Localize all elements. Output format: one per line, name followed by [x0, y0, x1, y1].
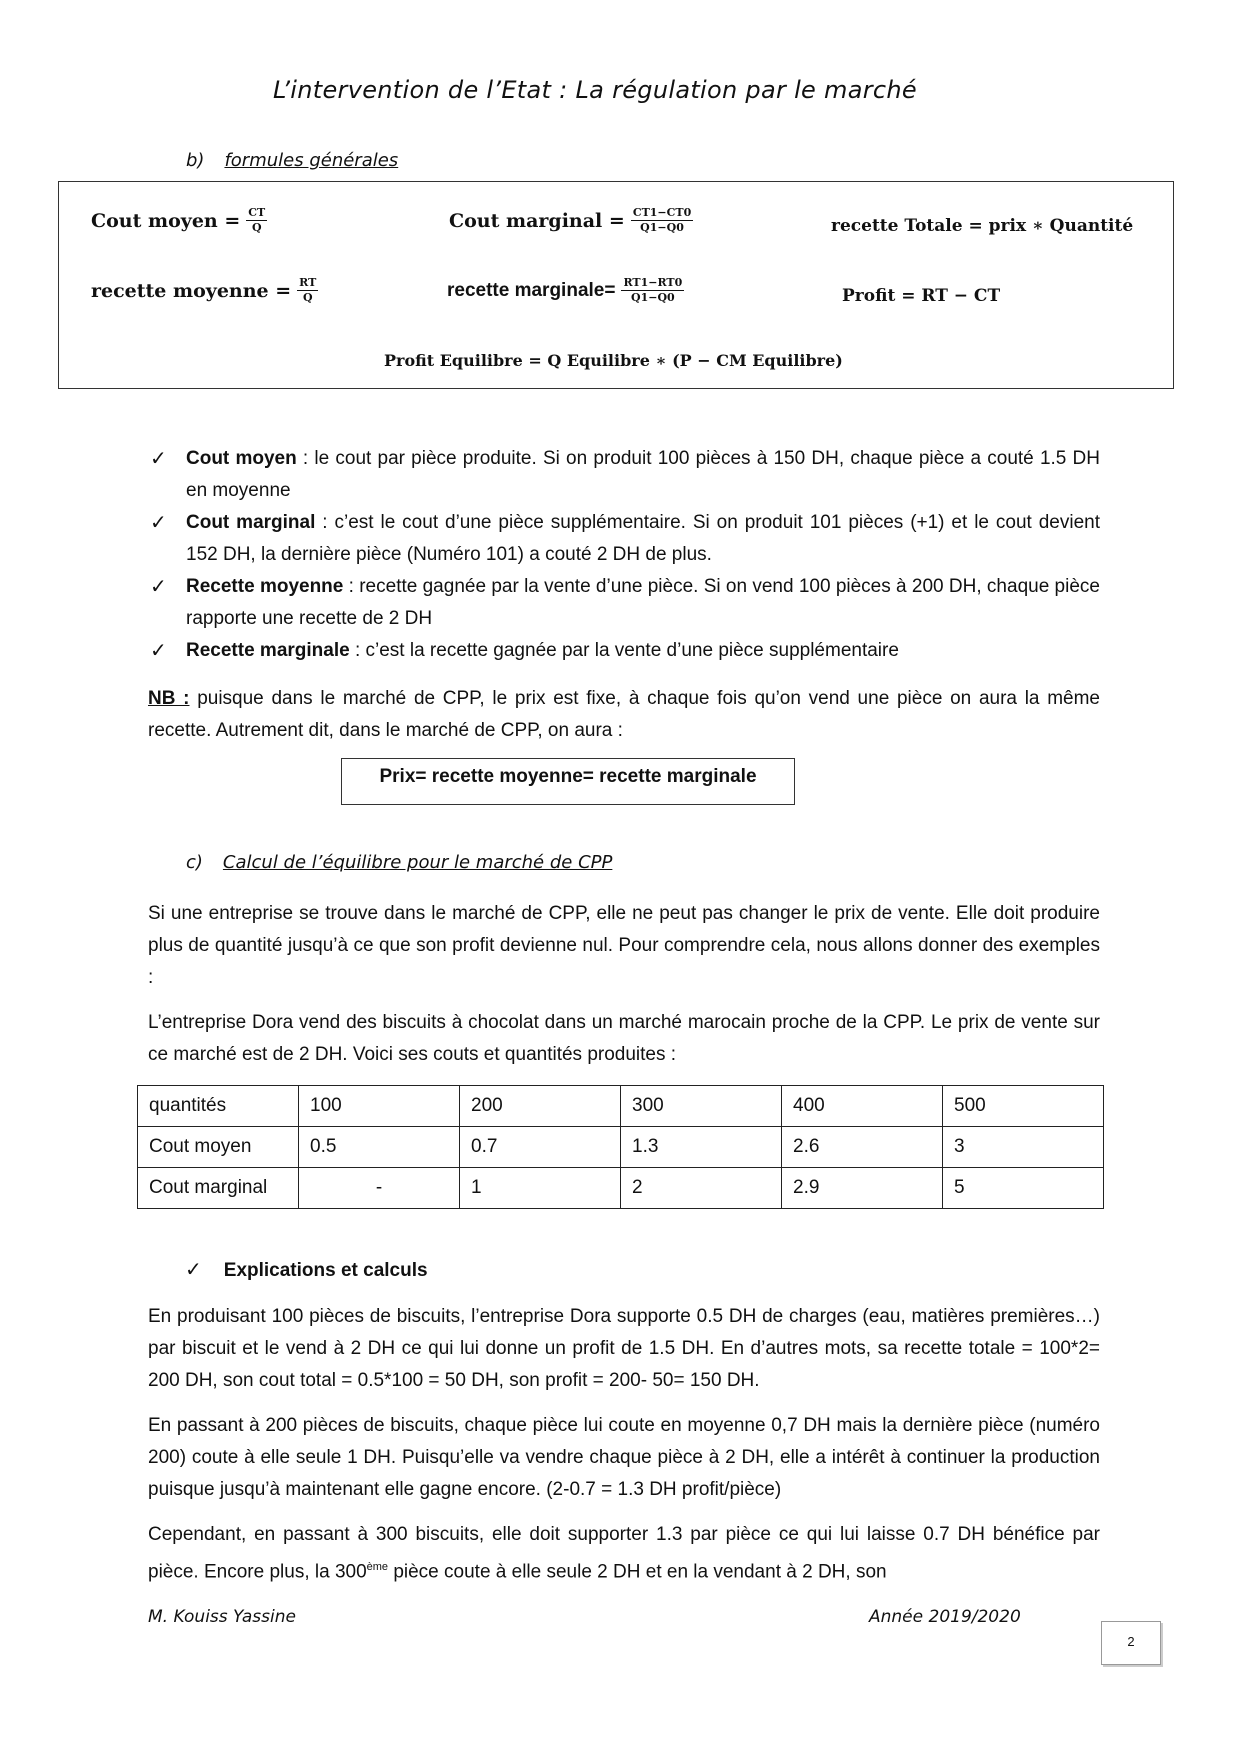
table-cell: 300: [621, 1086, 782, 1127]
paragraph-3-part1: Cependant, en passant à 300 biscuits, elle doit supporter 1.3 par pièce ce qui lui laisse 0.7 DH bénéfice par pièce. Encore plus, la 300: [148, 1524, 1100, 1583]
checkmark-icon: ✓: [185, 1259, 202, 1281]
table-cell: quantités: [138, 1086, 299, 1127]
formula-label: Cout moyen =: [91, 209, 241, 232]
checkmark-icon: ✓: [150, 512, 167, 534]
fraction-numerator: CT: [248, 206, 266, 219]
definition-term: Recette moyenne: [186, 576, 344, 597]
list-item: [150, 443, 1100, 507]
table-cell: 400: [782, 1086, 943, 1127]
list-item: [150, 571, 1100, 635]
formula-cout-moyen: [91, 206, 267, 235]
definition-text: : le cout par pièce produite. Si on produit 100 pièces à 150 DH, chaque pièce a couté 1.5 DH en moyenne: [186, 448, 1101, 501]
definition-text: : recette gagnée par la vente d’une pièce. Si on vend 100 pièces à 200 DH, chaque pièce rapporte une recette de 2 DH: [186, 576, 1100, 629]
paragraph-2: En passant à 200 pièces de biscuits, chaque pièce lui coute en moyenne 0,7 DH mais la dernière pièce (numéro 200) coute à elle seule 1 DH. Puisqu’elle va vendre chaque pièce à 2 DH, elle a intérêt à continuer la production puisque jusqu’à maintenant elle gagne encore. (2-0.7 = 1.3 DH profit/pièce): [148, 1415, 1100, 1500]
page-number: 2: [1101, 1621, 1161, 1665]
nb-label: NB :: [148, 688, 190, 709]
fraction-numerator: RT: [299, 276, 317, 289]
table-cell: 0.7: [460, 1127, 621, 1168]
definition-text: : c’est la recette gagnée par la vente d’une pièce supplémentaire: [349, 640, 899, 661]
list-item: [150, 507, 1100, 571]
formula-recette-moyenne: [91, 276, 318, 305]
fraction-denominator: Q1−Q0: [640, 221, 684, 234]
cost-table: [137, 1085, 1104, 1209]
section-b-heading: [186, 150, 398, 171]
table-cell: 2.9: [782, 1168, 943, 1209]
section-b-title: formules générales: [224, 150, 399, 171]
fraction-denominator: Q: [302, 291, 313, 304]
intro-paragraph: Si une entreprise se trouve dans le marché de CPP, elle ne peut pas changer le prix de vente. Elle doit produire plus de quantité jusqu’à ce que son profit devienne nul. Pour comprendre cela, nous allons donner des exemples :: [148, 903, 1100, 988]
definition-term: Cout marginal: [186, 512, 316, 533]
table-cell: 500: [943, 1086, 1104, 1127]
section-c-title: Calcul de l’équilibre pour le marché de CPP: [222, 852, 613, 873]
section-c-heading: [186, 852, 612, 873]
table-cell: 2.6: [782, 1127, 943, 1168]
nb-paragraph: [148, 683, 1100, 747]
definition-term: Cout moyen: [186, 448, 297, 469]
definitions-list: [150, 443, 1100, 667]
example-paragraph: L’entreprise Dora vend des biscuits à chocolat dans un marché marocain proche de la CPP. Le prix de vente sur ce marché est de 2 DH. Voici ses couts et quantités produites :: [148, 1012, 1100, 1065]
footer-year: Année 2019/2020: [869, 1607, 1021, 1627]
formula-cout-marginal: [449, 206, 693, 235]
fraction: [297, 276, 318, 305]
table-cell: 1: [460, 1168, 621, 1209]
table-cell: 1.3: [621, 1127, 782, 1168]
table-row: [138, 1086, 1104, 1127]
table-cell: 2: [621, 1168, 782, 1209]
fraction: [631, 206, 693, 235]
section-c-letter: c): [186, 852, 203, 873]
explications-heading: [185, 1257, 428, 1282]
table-cell: Cout moyen: [138, 1127, 299, 1168]
table-cell: 200: [460, 1086, 621, 1127]
formula-recette-totale: recette Totale = prix ∗ Quantité: [831, 216, 1134, 236]
paragraph-3-part2: pièce coute à elle seule 2 DH et en la vendant à 2 DH, son: [388, 1561, 887, 1583]
fraction: [246, 206, 267, 235]
table-cell: -: [299, 1168, 460, 1209]
explications-title: Explications et calculs: [223, 1260, 428, 1281]
formula-box: [58, 181, 1174, 389]
nb-text: puisque dans le marché de CPP, le prix est fixe, à chaque fois qu’on vend une pièce on aura la même recette. Autrement dit, dans le marché de CPP, on aura :: [148, 688, 1100, 741]
table-cell: 100: [299, 1086, 460, 1127]
table-cell: 5: [943, 1168, 1104, 1209]
table-cell: 0.5: [299, 1127, 460, 1168]
superscript: ème: [366, 1561, 389, 1573]
fraction: [621, 276, 684, 305]
checkmark-icon: ✓: [150, 576, 167, 598]
fraction-numerator: RT1−RT0: [623, 276, 683, 289]
list-item: [150, 635, 1100, 667]
paragraph-1: En produisant 100 pièces de biscuits, l’entreprise Dora supporte 0.5 DH de charges (eau, matières premières…) par biscuit et le vend à 2 DH ce qui lui donne un profit de 1.5 DH. En d’autres mots, sa recette totale = 100*2= 200 DH, son cout total = 0.5*100 = 50 DH, son profit = 200- 50= 150 DH.: [148, 1306, 1100, 1391]
table-cell: 3: [943, 1127, 1104, 1168]
formula-recette-marginale: [447, 276, 684, 305]
table-cell: Cout marginal: [138, 1168, 299, 1209]
fraction-denominator: Q1−Q0: [631, 291, 675, 304]
fraction-denominator: Q: [251, 221, 262, 234]
formula-profit: Profit = RT − CT: [842, 286, 1001, 306]
highlight-box: Prix= recette moyenne= recette marginale: [341, 758, 795, 805]
definition-term: Recette marginale: [186, 640, 350, 661]
formula-label: recette marginale=: [447, 279, 616, 301]
formula-label: recette moyenne =: [91, 279, 292, 302]
formula-profit-equilibre: Profit Equilibre = Q Equilibre ∗ (P − CM Equilibre): [384, 351, 843, 370]
checkmark-icon: ✓: [150, 640, 167, 662]
checkmark-icon: ✓: [150, 448, 167, 470]
footer-author: M. Kouiss Yassine: [148, 1607, 296, 1627]
paragraph-3: [148, 1519, 1100, 1588]
page-title: L’intervention de l’Etat : La régulation par le marché: [273, 76, 917, 104]
fraction-numerator: CT1−CT0: [632, 206, 692, 219]
table-row: [138, 1127, 1104, 1168]
section-b-letter: b): [186, 150, 205, 171]
definition-text: : c’est le cout d’une pièce supplémentaire. Si on produit 101 pièces (+1) et le cout devient 152 DH, la dernière pièce (Numéro 101) a couté 2 DH de plus.: [186, 512, 1100, 565]
table-row: [138, 1168, 1104, 1209]
formula-label: Cout marginal =: [449, 209, 625, 232]
